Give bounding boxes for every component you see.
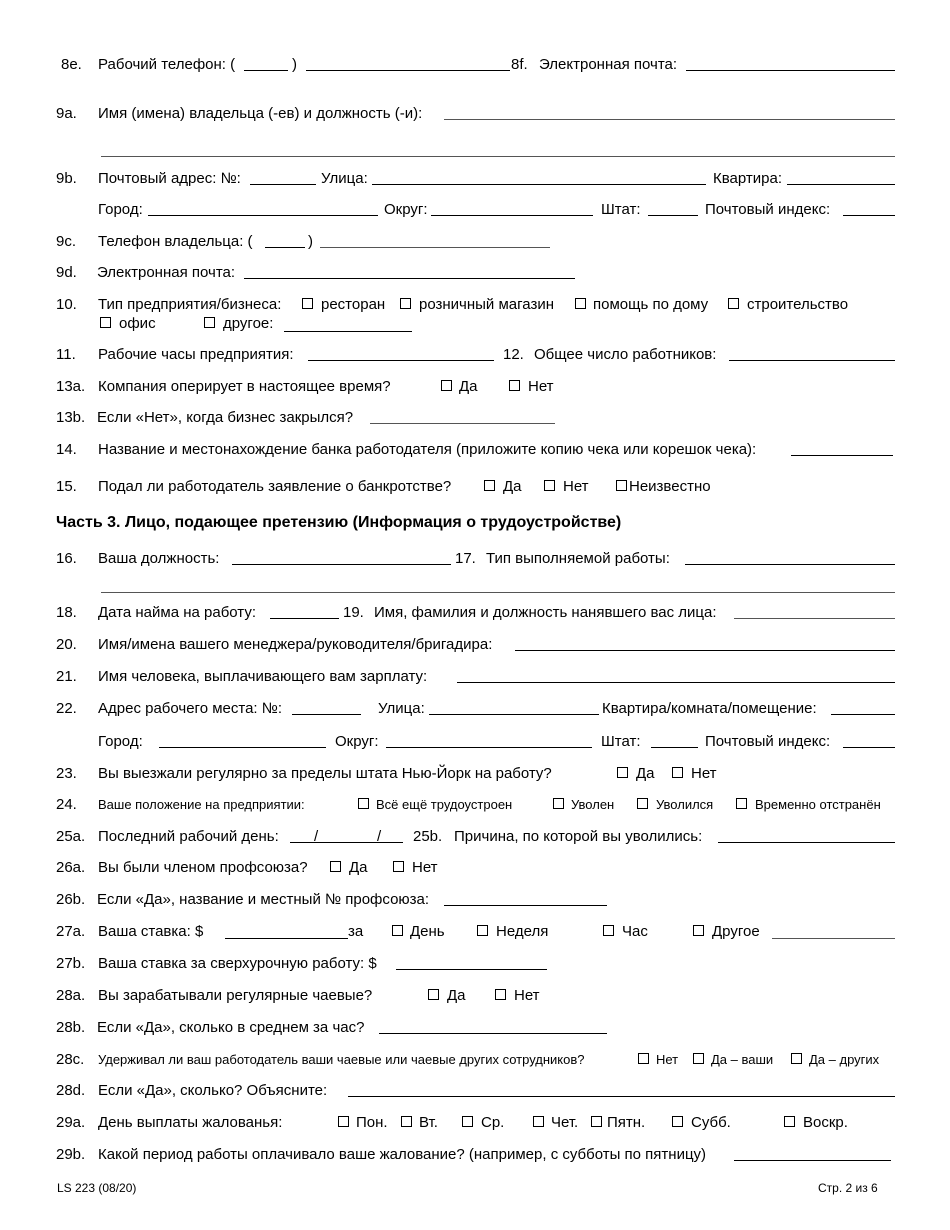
option-label: Временно отстранён [755,797,881,812]
union-no-checkbox[interactable] [393,861,404,872]
item-number-17: 17. [455,550,476,567]
option-label: Всё ещё трудоустроен [376,797,513,812]
owner-email-field[interactable] [244,278,575,279]
item-number: 14. [56,441,77,458]
paren-close: ) [292,56,297,73]
workplace-room-field[interactable] [831,714,895,715]
item-number: 9b. [56,170,77,187]
item-number: 18. [56,604,77,621]
option-label: Да – ваши [711,1052,774,1067]
tips-withheld-yours-checkbox[interactable] [693,1053,704,1064]
form-code: LS 223 (08/20) [57,1181,137,1195]
item-number: 29b. [56,1146,86,1163]
day-label: Воскр. [803,1114,848,1131]
row-26a [0,859,950,881]
option-label: другое: [223,315,274,332]
business-type-label: Тип предприятия/бизнеса: [98,296,282,313]
tips-label: Вы зарабатывали регулярные чаевые? [98,987,373,1004]
zip-label: Почтовый индекс: [705,201,831,218]
payday-sat-checkbox[interactable] [672,1116,683,1127]
item-number-8f: 8f. [511,56,528,73]
restaurant-checkbox[interactable] [302,298,313,309]
row-18 [0,604,950,626]
option-label: ресторан [321,296,386,313]
last-day-field[interactable] [290,842,403,843]
operating-label: Компания оперирует в настоящее время? [98,378,391,395]
payday-wed-checkbox[interactable] [462,1116,473,1127]
payday-thu-checkbox[interactable] [533,1116,544,1127]
city-label: Город: [98,201,143,218]
item-number: 11. [56,346,76,363]
office-checkbox[interactable] [100,317,111,328]
item-number: 29a. [56,1114,86,1131]
bankruptcy-yes-checkbox[interactable] [484,480,495,491]
zip-label: Почтовый индекс: [705,733,831,750]
closed-date-label: Если «Нет», когда бизнес закрылся? [97,409,354,426]
mailing-state-field[interactable] [648,215,698,216]
no-label: Нет [563,478,589,495]
option-label: розничный магазин [419,296,554,313]
page-number: Стр. 2 из 6 [818,1181,878,1195]
row-9b-city [0,201,950,223]
hire-date-label: Дата найма на работу: [98,604,256,621]
day-label: Пятн. [607,1114,646,1131]
item-number: 22. [56,700,77,717]
overtime-rate-field[interactable] [396,969,547,970]
item-number: 15. [56,478,77,495]
bank-field[interactable] [791,455,893,456]
mailing-apartment-field[interactable] [787,184,895,185]
county-label: Округ: [335,733,379,750]
yes-label: Да [459,378,478,395]
item-number: 9a. [56,105,77,122]
fired-checkbox[interactable] [553,798,564,809]
per-hour-checkbox[interactable] [603,925,614,936]
workplace-number-field[interactable] [292,714,361,715]
owner-phone-field[interactable] [320,247,550,248]
quit-reason-field[interactable] [718,842,895,843]
employee-count-label: Общее число работников: [534,346,717,363]
row-9a [0,105,950,127]
business-hours-label: Рабочие часы предприятия: [98,346,294,363]
state-label: Штат: [601,201,641,218]
row-9b [0,170,950,192]
option-label: Да – других [809,1052,880,1067]
employee-count-field[interactable] [729,360,895,361]
mailing-city-field[interactable] [148,215,378,216]
yes-label: Да [447,987,466,1004]
workplace-address-label: Адрес рабочего места: №: [98,700,282,717]
status-label: Ваше положение на предприятии: [98,797,305,812]
mailing-address-label: Почтовый адрес: №: [98,170,241,187]
item-number: 26a. [56,859,86,876]
item-number: 10. [56,296,77,313]
row-24 [0,796,950,818]
state-label: Штат: [601,733,641,750]
work-phone-label: Рабочий телефон: ( [98,56,236,73]
tips-withheld-others-checkbox[interactable] [791,1053,802,1064]
item-number: 9c. [56,233,77,250]
item-number: 25a. [56,828,86,845]
still-employed-checkbox[interactable] [358,798,369,809]
manager-label: Имя/имена вашего менеджера/руководителя/бригадира: [98,636,493,653]
street-label: Улица: [378,700,425,717]
option-label: Уволен [571,797,615,812]
item-number: 28d. [56,1082,86,1099]
part3-heading: Часть 3. Лицо, подающее претензию (Информация о трудоустройстве) [56,514,622,531]
row-20 [0,636,950,658]
bankruptcy-label: Подал ли работодатель заявление о банкротстве? [98,478,452,495]
row-9c [0,233,950,255]
row-28d [0,1082,950,1104]
option-label: Неделя [496,923,549,940]
operating-no-checkbox[interactable] [509,380,520,391]
out-of-state-yes-checkbox[interactable] [617,767,628,778]
row-13a [0,378,950,400]
item-number-12: 12. [503,346,524,363]
day-label: Пон. [356,1114,388,1131]
apartment-label: Квартира: [713,170,782,187]
mailing-zip-field[interactable] [843,215,895,216]
payday-fri-checkbox[interactable] [591,1116,602,1127]
row-22-city [0,733,950,755]
paren-close: ) [308,233,313,250]
row-14 [0,441,950,463]
payer-field[interactable] [457,682,895,683]
option-label: Нет [656,1052,679,1067]
item-number: 8e. [61,56,82,73]
yes-label: Да [636,765,655,782]
day-label: Вт. [419,1114,438,1131]
option-label: Час [622,923,648,940]
per-label: за [348,923,364,940]
union-label: Вы были членом профсоюза? [98,859,308,876]
email-label: Электронная почта: [539,56,678,73]
work-type-field[interactable] [685,564,895,565]
union-yes-checkbox[interactable] [330,861,341,872]
row-10-cont [0,315,950,337]
pay-period-label: Какой период работы оплачивало ваше жалование? (например, с субботы по пятницу) [98,1146,707,1163]
date-slash: / [377,828,382,845]
work-phone-area-code-field[interactable] [244,70,288,71]
row-9d [0,264,950,286]
owner-names-field-line2[interactable] [101,156,895,157]
last-day-label: Последний рабочий день: [98,828,279,845]
item-number-25b: 25b. [413,828,443,845]
item-number: 28a. [56,987,86,1004]
date-slash: / [314,828,319,845]
row-15 [0,478,950,500]
bank-label: Название и местонахождение банка работодателя (приложите копию чека или корешок чека): [98,441,757,458]
row-11 [0,346,950,368]
item-number: 24. [56,796,77,813]
tips-no-checkbox[interactable] [495,989,506,1000]
row-29a [0,1114,950,1136]
item-number: 16. [56,550,77,567]
owner-email-label: Электронная почта: [97,264,236,281]
union-name-field[interactable] [444,905,607,906]
closed-date-field[interactable] [370,423,555,424]
no-label: Нет [514,987,540,1004]
row-28b [0,1019,950,1041]
job-title-label: Ваша должность: [98,550,220,567]
tips-withheld-no-checkbox[interactable] [638,1053,649,1064]
quit-reason-label: Причина, по которой вы уволились: [454,828,703,845]
workplace-city-field[interactable] [159,747,326,748]
work-type-field-line2[interactable] [101,592,895,593]
domestic-help-checkbox[interactable] [575,298,586,309]
item-number: 28b. [56,1019,86,1036]
tips-withheld-label: Удерживал ли ваш работодатель ваши чаевые или чаевые других сотрудников? [98,1052,585,1067]
payday-label: День выплаты жалованья: [98,1114,283,1131]
hire-date-field[interactable] [270,618,339,619]
pay-period-field[interactable] [734,1160,891,1161]
construction-checkbox[interactable] [728,298,739,309]
owner-names-field[interactable] [444,119,895,120]
tips-yes-checkbox[interactable] [428,989,439,1000]
tips-average-field[interactable] [379,1033,607,1034]
option-label: Уволился [656,797,714,812]
manager-field[interactable] [515,650,895,651]
payday-tue-checkbox[interactable] [401,1116,412,1127]
row-8e [0,56,950,78]
item-number: 23. [56,765,77,782]
retail-checkbox[interactable] [400,298,411,309]
item-number: 26b. [56,891,86,908]
no-label: Нет [528,378,554,395]
per-day-checkbox[interactable] [392,925,403,936]
job-title-field[interactable] [232,564,451,565]
row-26b [0,891,950,913]
item-number: 13b. [56,409,86,426]
item-number: 20. [56,636,77,653]
pay-rate-label: Ваша ставка: $ [98,923,204,940]
row-29b [0,1146,950,1168]
item-number: 13a. [56,378,86,395]
unknown-label: Неизвестно [629,478,711,495]
mailing-number-field[interactable] [250,184,316,185]
owner-names-label: Имя (имена) владельца (-ев) и должность (-и): [98,105,423,122]
suspended-checkbox[interactable] [736,798,747,809]
option-label: офис [119,315,156,332]
street-label: Улица: [321,170,368,187]
no-label: Нет [691,765,717,782]
row-27b [0,955,950,977]
overtime-rate-label: Ваша ставка за сверхурочную работу: $ [98,955,377,972]
item-number: 9d. [56,264,77,281]
tips-explain-label: Если «Да», сколько? Объясните: [98,1082,328,1099]
payday-mon-checkbox[interactable] [338,1116,349,1127]
yes-label: Да [349,859,368,876]
quit-checkbox[interactable] [637,798,648,809]
day-label: Чет. [551,1114,579,1131]
option-label: помощь по дому [593,296,709,313]
mailing-county-field[interactable] [431,215,593,216]
item-number-19: 19. [343,604,364,621]
bankruptcy-unknown-checkbox[interactable] [616,480,627,491]
row-27a [0,923,950,945]
row-23 [0,765,950,787]
out-of-state-no-checkbox[interactable] [672,767,683,778]
tips-explain-field[interactable] [348,1096,895,1097]
day-label: Ср. [481,1114,505,1131]
business-hours-field[interactable] [308,360,494,361]
work-type-label: Тип выполняемой работы: [486,550,670,567]
city-label: Город: [98,733,143,750]
workplace-county-field[interactable] [386,747,592,748]
mailing-street-field[interactable] [372,184,706,185]
per-week-checkbox[interactable] [477,925,488,936]
other-business-field[interactable] [284,331,412,332]
pay-rate-field[interactable] [225,938,348,939]
option-label: День [410,923,445,940]
item-number: 28c. [56,1051,85,1068]
row-16 [0,550,950,572]
item-number: 27b. [56,955,86,972]
bankruptcy-no-checkbox[interactable] [544,480,555,491]
employer-email-field[interactable] [686,70,895,71]
row-25a [0,828,950,850]
other-business-checkbox[interactable] [204,317,215,328]
option-label: строительство [747,296,849,313]
tips-average-label: Если «Да», сколько в среднем за час? [97,1019,365,1036]
item-number: 21. [56,668,77,685]
row-21 [0,668,950,690]
no-label: Нет [412,859,438,876]
out-of-state-label: Вы выезжали регулярно за пределы штата Нью-Йорк на работу? [98,765,552,782]
work-phone-field[interactable] [306,70,510,71]
yes-label: Да [503,478,522,495]
room-label: Квартира/комната/помещение: [602,700,817,717]
payer-label: Имя человека, выплачивающего вам зарплату: [98,668,428,685]
hired-by-field[interactable] [734,618,895,619]
owner-phone-area-code-field[interactable] [265,247,305,248]
union-name-label: Если «Да», название и местный № профсоюза: [97,891,430,908]
payday-sun-checkbox[interactable] [784,1116,795,1127]
row-13b [0,409,950,431]
workplace-state-field[interactable] [651,747,698,748]
county-label: Округ: [384,201,428,218]
per-other-checkbox[interactable] [693,925,704,936]
pay-other-field[interactable] [772,938,895,939]
owner-phone-label: Телефон владельца: ( [98,233,253,250]
row-28a [0,987,950,1009]
row-28c [0,1051,950,1073]
day-label: Субб. [691,1114,731,1131]
row-22 [0,700,950,722]
operating-yes-checkbox[interactable] [441,380,452,391]
workplace-street-field[interactable] [429,714,599,715]
option-label: Другое [712,923,760,940]
hired-by-label: Имя, фамилия и должность нанявшего вас лица: [374,604,717,621]
item-number: 27a. [56,923,86,940]
workplace-zip-field[interactable] [843,747,895,748]
